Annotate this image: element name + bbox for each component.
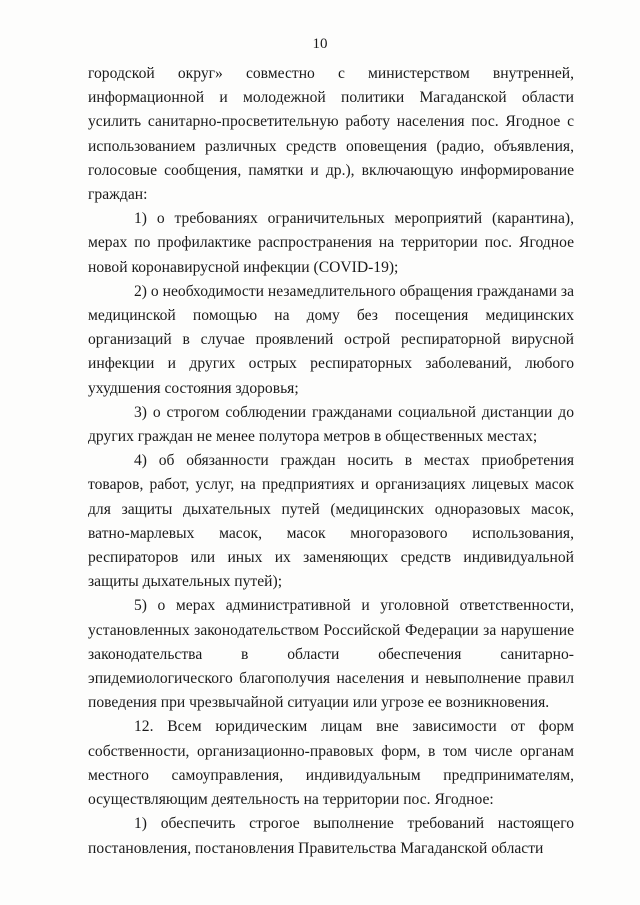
list-item-3: 3) о строгом соблюдении гражданами социальной дистанции до других граждан не менее полутора метров в общественных местах; xyxy=(88,403,574,446)
clause-12: 12. Всем юридическим лицам вне зависимости от форм собственности, организационно-правовых форм, в том числе органам местного самоуправления, индивидуальным предпринимателям, осуществляющим деятельность на территории пос. Ягодное: xyxy=(88,718,574,809)
clause-12-item-1: 1) обеспечить строгое выполнение требований настоящего постановления, постановления Правительства Магаданской области xyxy=(88,815,574,857)
document-body xyxy=(88,62,574,861)
list-item-4: 4) об обязанности граждан носить в местах приобретения товаров, работ, услуг, на предприятиях и организациях лицевых масок для защиты дыхательных путей (медицинских одноразовых масок, ватно-марлевых масок, масок многоразового использования, респираторов или иных их заменяющих средств индивидуальной защиты дыхательных путей); xyxy=(88,452,574,591)
list-item-5: 5) о мерах административной и уголовной ответственности, установленных законодательством Российской Федерации за нарушение законодательства в области обеспечения санитарно-эпидемиологического благополучия населения и невыполнение правил поведения при чрезвычайной ситуации или угрозе ее возникновения. xyxy=(88,597,574,712)
paragraph-continuation: городской округ» совместно с министерством внутренней, информационной и молодежной политики Магаданской области усилить санитарно-просветительную работу населения пос. Ягодное с использованием различных средств оповещения (радио, объявления, голосовые сообщения, памятки и др.), включающую информирование граждан: xyxy=(88,65,574,204)
list-item-1: 1) о требованиях ограничительных мероприятий (карантина), мерах по профилактике распространения на территории пос. Ягодное новой коронавирусной инфекции (COVID-19); xyxy=(88,210,574,276)
page-number: 10 xyxy=(312,36,328,52)
list-item-2: 2) о необходимости незамедлительного обращения гражданами за медицинской помощью на дому без посещения медицинских организаций в случае проявлений острой респираторной вирусной инфекции и других острых респираторных заболеваний, любого ухудшения состояния здоровья; xyxy=(88,282,574,397)
